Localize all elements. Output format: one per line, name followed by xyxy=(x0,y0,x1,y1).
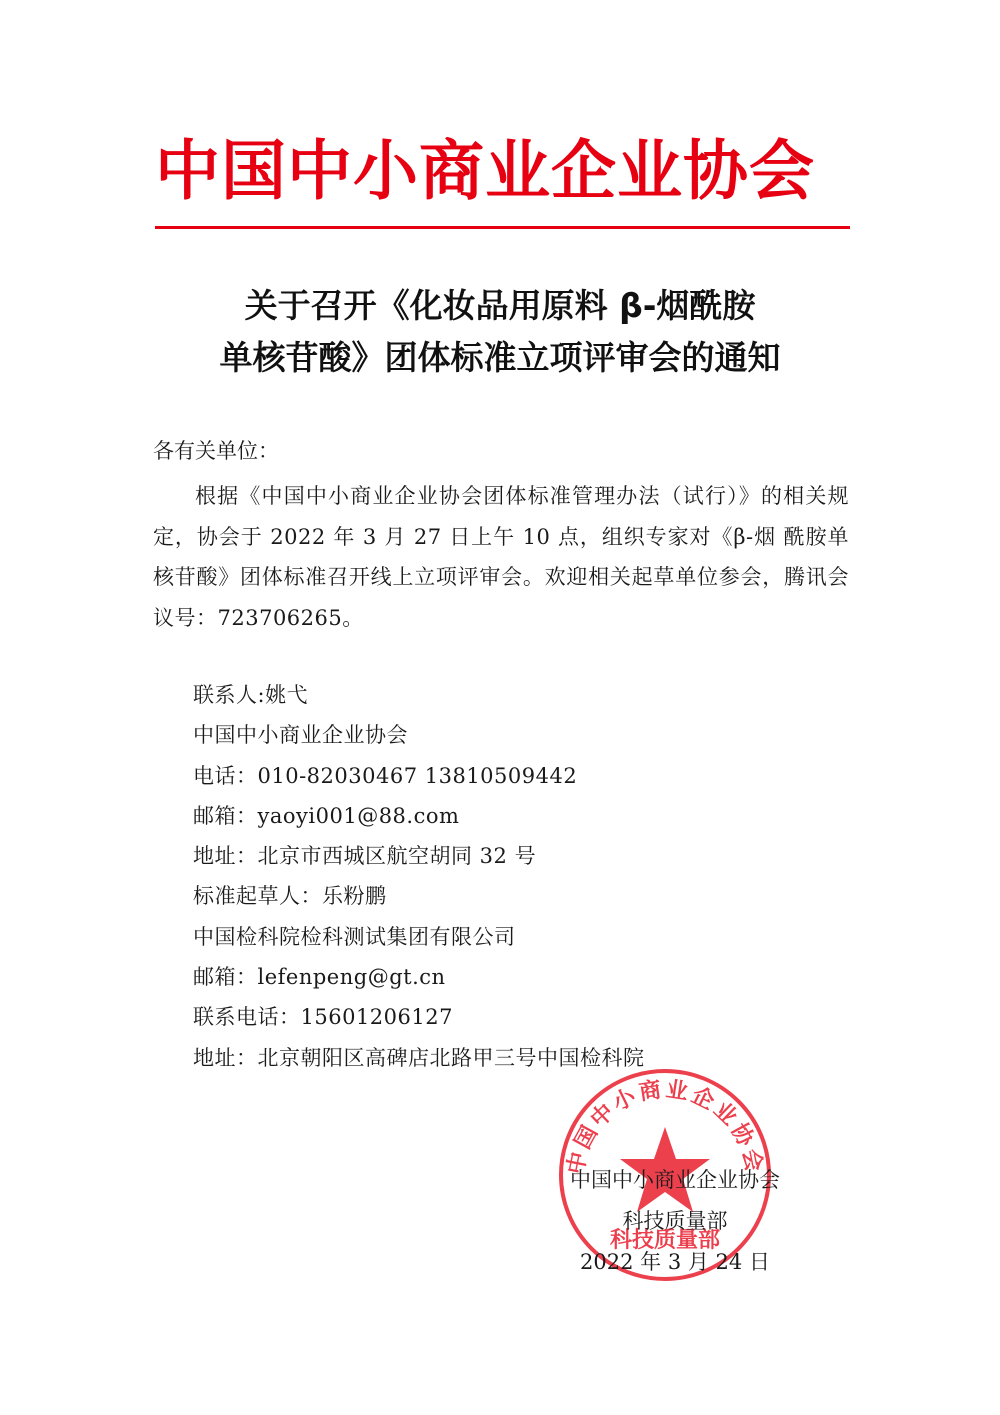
seal-arc-text: 中国中小商业企业协会 xyxy=(562,1076,768,1177)
contact-line: 联系人:姚弋 xyxy=(193,683,309,707)
signature-block xyxy=(540,1160,810,1283)
contact-line: 邮箱：lefenpeng@gt.cn xyxy=(193,965,446,990)
masthead-title: 中国中小商业企业协会 xyxy=(155,134,816,209)
signature-date: 2022 年 3 月 24 日 xyxy=(580,1250,770,1274)
contact-line: 电话：010-82030467 13810509442 xyxy=(193,763,578,788)
notice-title-line-1: 关于召开《化妆品用原料 β-烟酰胺 xyxy=(244,286,756,325)
masthead-rule xyxy=(155,226,850,229)
signature-org: 中国中小商业企业协会 xyxy=(570,1168,780,1192)
seal-inner-text: 科技质量部 xyxy=(609,1227,721,1253)
contact-line: 标准起草人：乐粉鹏 xyxy=(193,884,387,909)
contact-line: 邮箱：yaoyi001@88.com xyxy=(193,803,460,828)
contact-line: 中国检科院检科测试集团有限公司 xyxy=(193,924,516,949)
notice-title-line-2: 单核苷酸》团体标准立项评审会的通知 xyxy=(219,338,781,377)
contact-line: 联系电话：15601206127 xyxy=(193,1005,453,1030)
signature-dept: 科技质量部 xyxy=(622,1209,728,1233)
notice-title xyxy=(120,280,880,384)
contact-list xyxy=(193,675,645,1078)
salutation: 各有关单位： xyxy=(153,439,279,463)
contact-line: 地址：北京市西城区航空胡同 32 号 xyxy=(193,844,537,869)
body-paragraph: 根据《中国中小商业企业协会团体标准管理办法（试行）》的相关规定，协会于 2022 年 3 月 27 日上午 10 点，组织专家对《β-烟 酰胺单核苷酸》团体标准召开线上立项评审会。欢迎相关起草单位参会，腾讯会议号：723706265。 xyxy=(153,484,849,630)
contact-line: 中国中小商业企业协会 xyxy=(193,723,408,748)
contact-line: 地址：北京朝阳区高碑店北路甲三号中国检科院 xyxy=(193,1045,645,1070)
